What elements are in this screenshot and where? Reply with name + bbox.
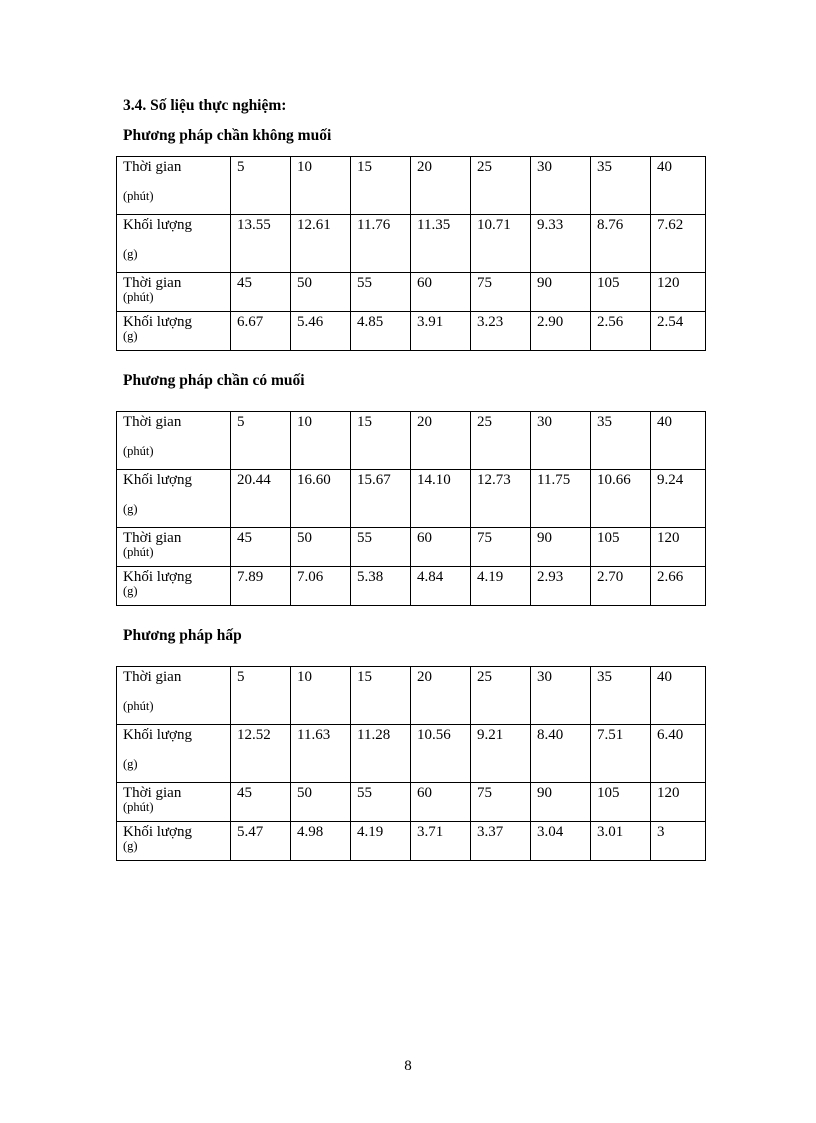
table-cell: 120 [651, 528, 706, 567]
table-cell: 14.10 [411, 470, 471, 528]
table-row [117, 215, 706, 273]
table-cell: 55 [351, 528, 411, 567]
table-cell: 3.04 [531, 822, 591, 861]
table-cell: 40 [651, 157, 706, 215]
row-label: Khối lượng [123, 824, 192, 840]
table-row [117, 312, 706, 351]
table-cell: 10.56 [411, 725, 471, 783]
table-cell: 12.52 [231, 725, 291, 783]
table-cell: 7.89 [231, 567, 291, 606]
row-label: Thời gian [123, 669, 182, 685]
row-unit: (g) [123, 584, 138, 598]
table-2-title: Phương pháp chần có muối [123, 372, 305, 389]
table-row [117, 528, 706, 567]
table-cell: 3.01 [591, 822, 651, 861]
table-cell: 75 [471, 783, 531, 822]
row-label-cell [117, 725, 231, 783]
table-cell: 11.75 [531, 470, 591, 528]
table-cell: 5.46 [291, 312, 351, 351]
row-label-cell [117, 312, 231, 351]
table-cell: 4.98 [291, 822, 351, 861]
table-cell: 75 [471, 273, 531, 312]
table-cell: 55 [351, 273, 411, 312]
row-label: Khối lượng [123, 217, 192, 233]
table-3-title: Phương pháp hấp [123, 627, 242, 644]
table-cell: 105 [591, 528, 651, 567]
table-cell: 10.71 [471, 215, 531, 273]
table-cell: 35 [591, 412, 651, 470]
table-cell: 120 [651, 783, 706, 822]
row-unit: (phút) [123, 545, 154, 559]
table-cell: 20.44 [231, 470, 291, 528]
table-cell: 6.40 [651, 725, 706, 783]
table-cell: 7.06 [291, 567, 351, 606]
table-cell: 15.67 [351, 470, 411, 528]
table-cell: 7.62 [651, 215, 706, 273]
table-cell: 40 [651, 412, 706, 470]
table-cell: 10 [291, 157, 351, 215]
row-label: Thời gian [123, 785, 182, 801]
table-cell: 45 [231, 273, 291, 312]
table-cell: 15 [351, 157, 411, 215]
table-row [117, 783, 706, 822]
table-cell: 5.47 [231, 822, 291, 861]
table-cell: 5 [231, 157, 291, 215]
table-row [117, 667, 706, 725]
table-cell: 8.76 [591, 215, 651, 273]
table-cell: 30 [531, 667, 591, 725]
row-unit: (g) [123, 757, 138, 771]
table-cell: 4.19 [471, 567, 531, 606]
table-cell: 40 [651, 667, 706, 725]
table-cell: 8.40 [531, 725, 591, 783]
row-unit: (phút) [123, 699, 154, 713]
row-label-cell [117, 412, 231, 470]
table-cell: 12.73 [471, 470, 531, 528]
row-label: Khối lượng [123, 727, 192, 743]
table-row [117, 273, 706, 312]
row-label-cell [117, 822, 231, 861]
table-cell: 9.33 [531, 215, 591, 273]
table-cell: 105 [591, 783, 651, 822]
table-cell: 11.28 [351, 725, 411, 783]
row-unit: (phút) [123, 290, 154, 304]
section-title: 3.4. Số liệu thực nghiệm: [123, 97, 287, 114]
row-unit: (g) [123, 502, 138, 516]
table-cell: 11.35 [411, 215, 471, 273]
table-cell: 5 [231, 412, 291, 470]
table-cell: 9.24 [651, 470, 706, 528]
row-label-cell [117, 470, 231, 528]
row-unit: (g) [123, 329, 138, 343]
row-label: Khối lượng [123, 472, 192, 488]
table-cell: 2.66 [651, 567, 706, 606]
row-label: Thời gian [123, 275, 182, 291]
table-cell: 15 [351, 667, 411, 725]
table-cell: 2.93 [531, 567, 591, 606]
table-cell: 45 [231, 528, 291, 567]
row-label: Thời gian [123, 159, 182, 175]
table-row [117, 567, 706, 606]
table-cell: 16.60 [291, 470, 351, 528]
page-number: 8 [404, 1058, 412, 1074]
table-cell: 105 [591, 273, 651, 312]
table-cell: 50 [291, 783, 351, 822]
table-cell: 60 [411, 528, 471, 567]
table-cell: 3.71 [411, 822, 471, 861]
table-cell: 6.67 [231, 312, 291, 351]
row-label-cell [117, 783, 231, 822]
table-cell: 4.85 [351, 312, 411, 351]
data-table-3 [116, 666, 706, 861]
row-label: Khối lượng [123, 569, 192, 585]
table-cell: 25 [471, 667, 531, 725]
table-1-title: Phương pháp chần không muối [123, 127, 332, 144]
row-unit: (phút) [123, 800, 154, 814]
table-cell: 50 [291, 273, 351, 312]
row-label-cell [117, 215, 231, 273]
table-cell: 25 [471, 412, 531, 470]
table-cell: 20 [411, 667, 471, 725]
table-cell: 3 [651, 822, 706, 861]
table-cell: 60 [411, 273, 471, 312]
table-cell: 55 [351, 783, 411, 822]
row-unit: (g) [123, 247, 138, 261]
row-unit: (g) [123, 839, 138, 853]
table-cell: 75 [471, 528, 531, 567]
table-cell: 60 [411, 783, 471, 822]
row-label-cell [117, 273, 231, 312]
table-row [117, 725, 706, 783]
table-cell: 5 [231, 667, 291, 725]
table-row [117, 412, 706, 470]
table-cell: 2.90 [531, 312, 591, 351]
row-label: Thời gian [123, 414, 182, 430]
table-cell: 30 [531, 412, 591, 470]
row-unit: (phút) [123, 444, 154, 458]
table-cell: 3.91 [411, 312, 471, 351]
table-cell: 2.54 [651, 312, 706, 351]
table-cell: 10 [291, 412, 351, 470]
table-cell: 12.61 [291, 215, 351, 273]
table-cell: 11.76 [351, 215, 411, 273]
table-cell: 11.63 [291, 725, 351, 783]
table-cell: 4.19 [351, 822, 411, 861]
row-label: Thời gian [123, 530, 182, 546]
row-label-cell [117, 528, 231, 567]
table-cell: 35 [591, 157, 651, 215]
table-cell: 15 [351, 412, 411, 470]
table-row [117, 157, 706, 215]
table-cell: 3.23 [471, 312, 531, 351]
table-cell: 5.38 [351, 567, 411, 606]
table-cell: 45 [231, 783, 291, 822]
row-unit: (phút) [123, 189, 154, 203]
table-cell: 7.51 [591, 725, 651, 783]
table-cell: 30 [531, 157, 591, 215]
table-cell: 35 [591, 667, 651, 725]
table-cell: 120 [651, 273, 706, 312]
table-row [117, 470, 706, 528]
data-table-2 [116, 411, 706, 606]
table-cell: 4.84 [411, 567, 471, 606]
table-cell: 25 [471, 157, 531, 215]
table-cell: 50 [291, 528, 351, 567]
table-cell: 20 [411, 412, 471, 470]
table-cell: 9.21 [471, 725, 531, 783]
row-label-cell [117, 567, 231, 606]
table-cell: 90 [531, 273, 591, 312]
row-label-cell [117, 667, 231, 725]
table-cell: 2.70 [591, 567, 651, 606]
row-label-cell [117, 157, 231, 215]
data-table-1 [116, 156, 706, 351]
table-cell: 13.55 [231, 215, 291, 273]
row-label: Khối lượng [123, 314, 192, 330]
table-cell: 10.66 [591, 470, 651, 528]
table-cell: 90 [531, 528, 591, 567]
table-cell: 10 [291, 667, 351, 725]
table-cell: 3.37 [471, 822, 531, 861]
table-row [117, 822, 706, 861]
table-cell: 2.56 [591, 312, 651, 351]
table-cell: 90 [531, 783, 591, 822]
table-cell: 20 [411, 157, 471, 215]
